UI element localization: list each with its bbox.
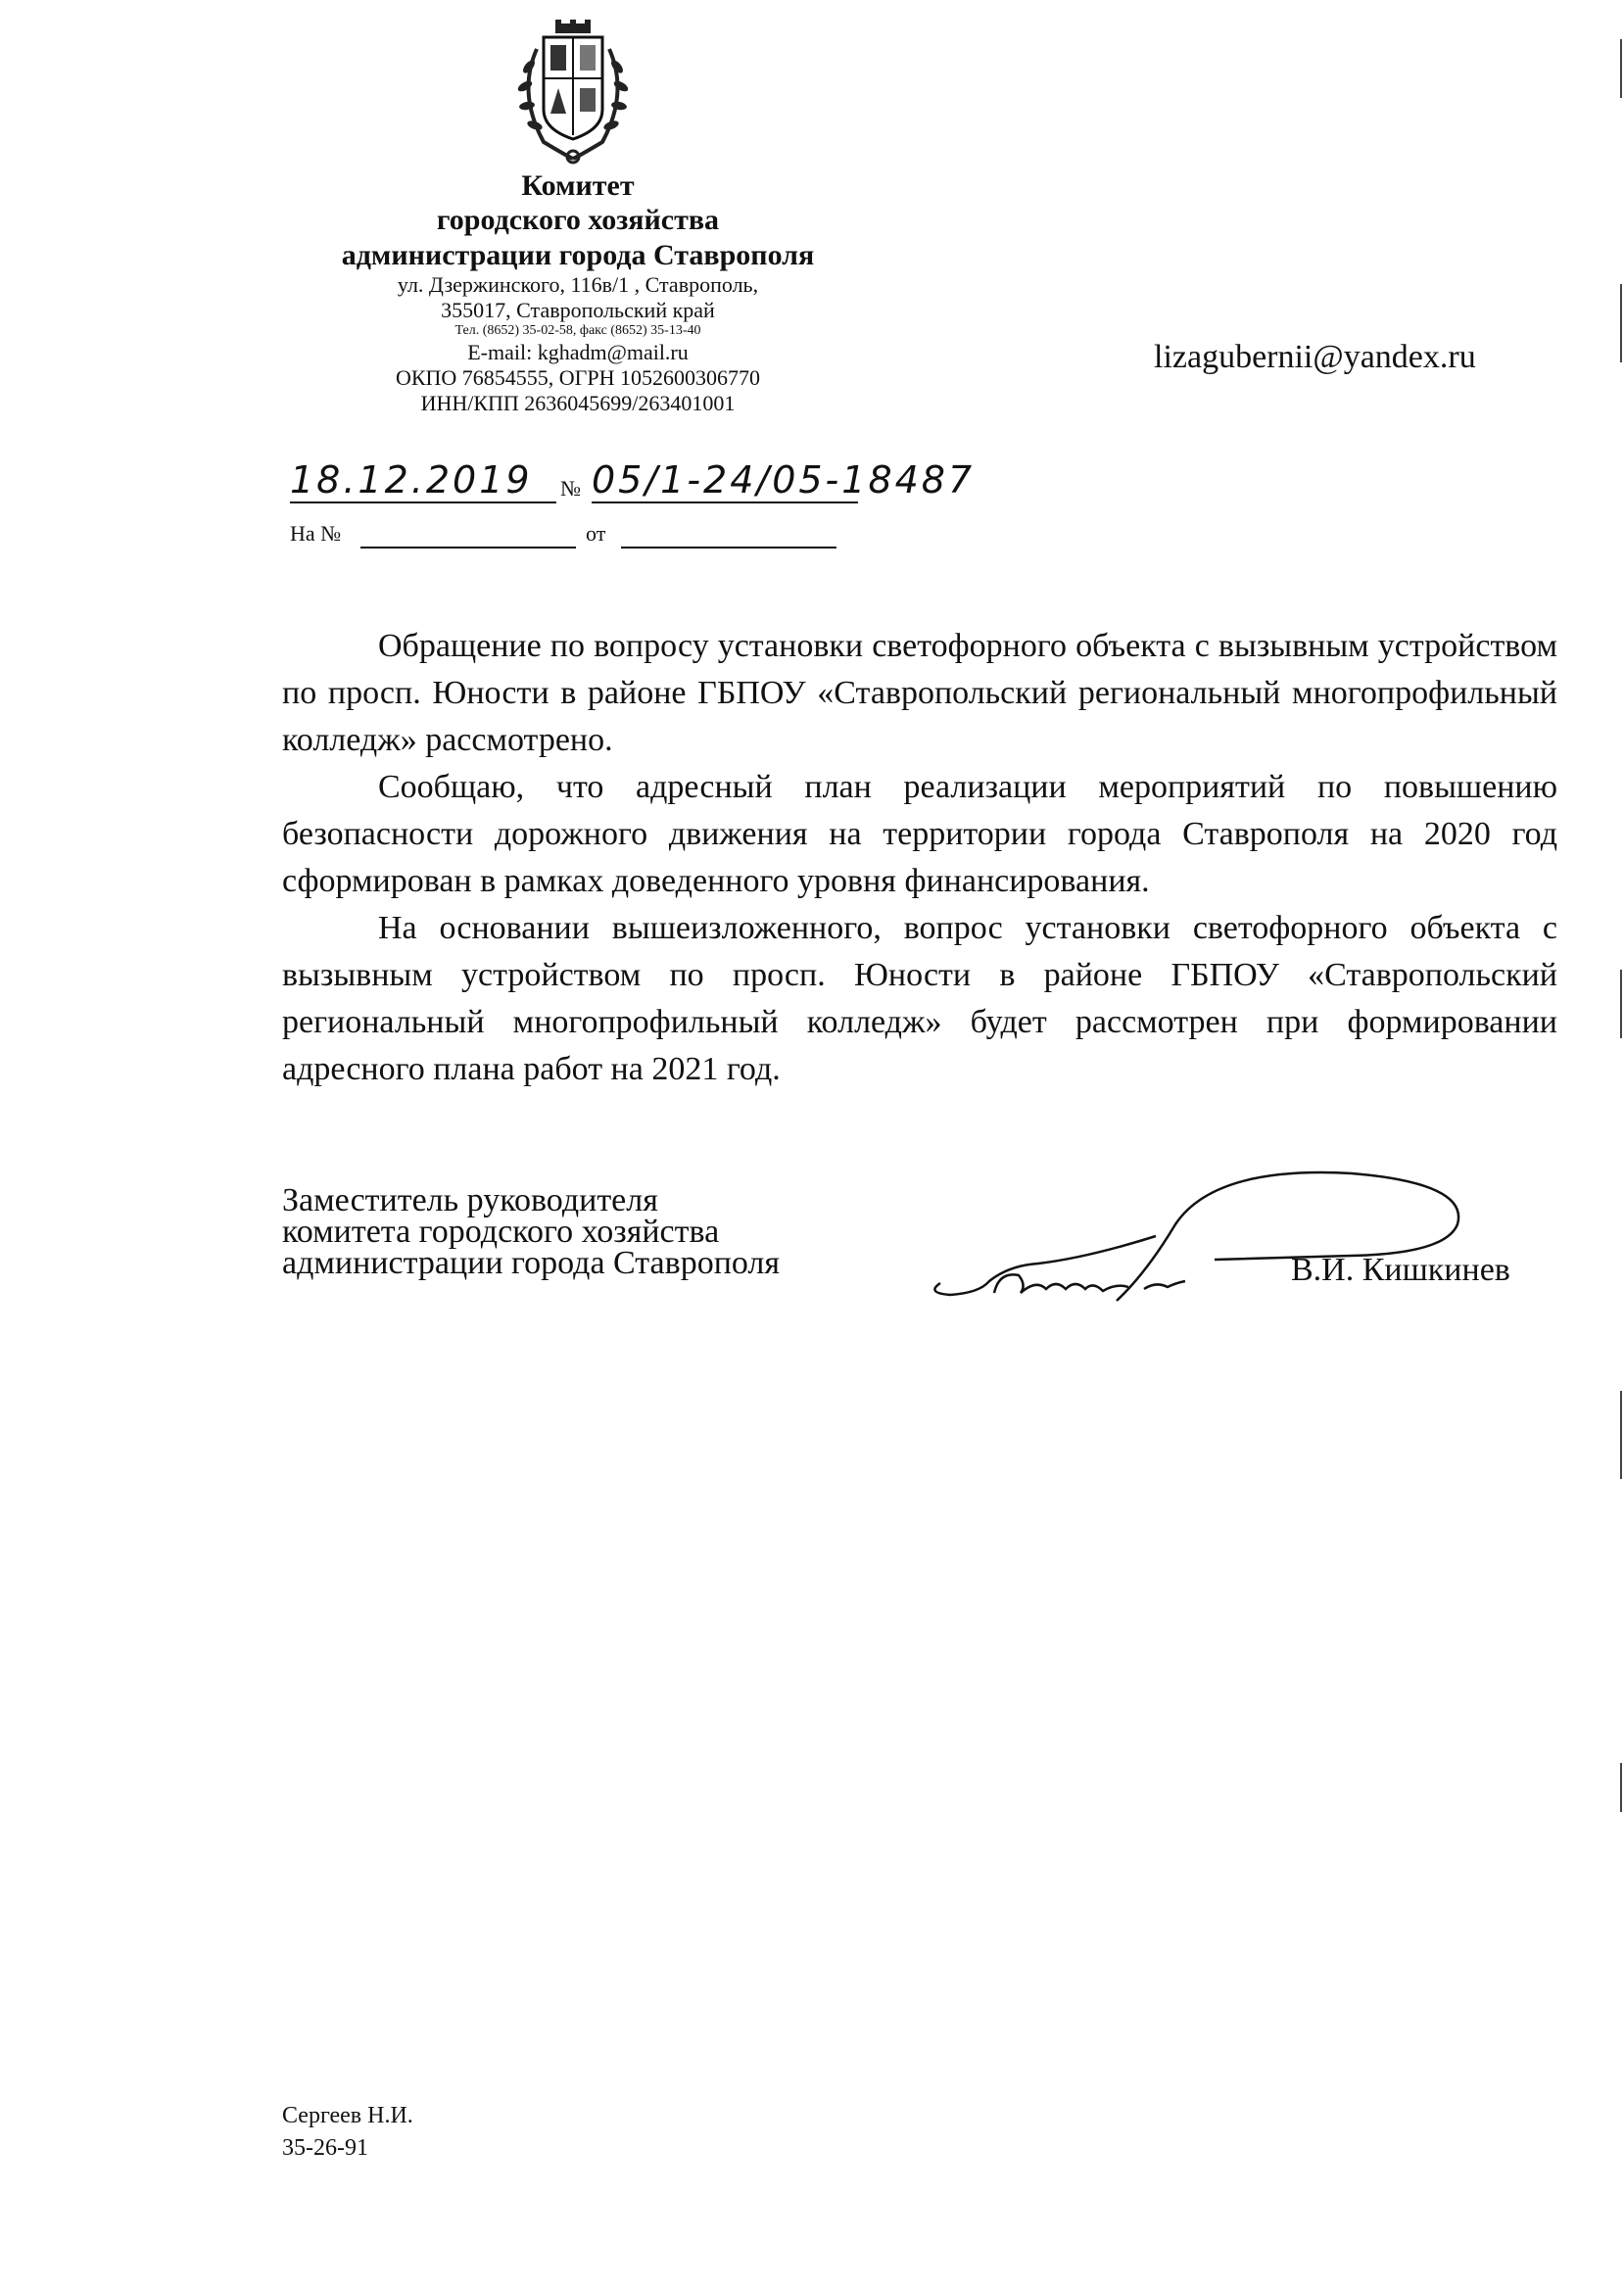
ref-number-line xyxy=(360,547,576,549)
handwritten-signature xyxy=(921,1156,1489,1322)
executor-phone: 35-26-91 xyxy=(282,2135,368,2161)
scan-edge-mark xyxy=(1620,970,1622,1038)
signer-name: В.И. Кишкинев xyxy=(1291,1252,1510,1288)
body-paragraph: Обращение по вопросу установки светофорного объекта с вызывным устройством по просп. Юности в районе ГБПОУ «Ставропольский региональный многопрофильный колледж» рассмотрено. xyxy=(282,628,1557,758)
outgoing-date-field xyxy=(290,458,556,503)
from-label: от xyxy=(586,521,606,546)
scan-edge-mark xyxy=(1620,39,1622,98)
ref-date-line xyxy=(621,547,836,549)
org-inn-kpp: ИНН/КПП 2636045699/263401001 xyxy=(420,390,736,415)
org-name-line: городского хозяйства xyxy=(436,204,720,237)
number-label: № xyxy=(560,476,581,501)
signer-position-line: Заместитель руководителя xyxy=(282,1182,658,1218)
signer-position-line: администрации города Ставрополя xyxy=(282,1245,781,1281)
body-paragraph: Сообщаю, что адресный план реализации мероприятий по повышению безопасности дорожного движения на территории города Ставрополя на 2020 год сформирован в рамках доведенного уровня финансирования. xyxy=(282,769,1557,899)
executor-info xyxy=(282,2100,413,2165)
org-address: 355017, Ставропольский край xyxy=(441,298,715,323)
ref-label: На № xyxy=(290,521,342,546)
scan-edge-mark xyxy=(1620,1763,1622,1812)
scan-edge-mark xyxy=(1620,284,1622,362)
body-paragraph: На основании вышеизложенного, вопрос установки светофорного объекта с вызывным устройством по просп. Юности в районе ГБПОУ «Ставропольский региональный многопрофильный колледж» будет рассмотрен при формировании адресного плана работ на 2021 год. xyxy=(282,910,1557,1087)
recipient-email: lizagubernii@yandex.ru xyxy=(1154,339,1476,375)
org-name-line: администрации города Ставрополя xyxy=(341,238,815,271)
scan-edge-mark xyxy=(1620,1391,1622,1479)
outgoing-number: 05/1-24/05-18487 xyxy=(592,458,976,501)
signer-position-line: комитета городского хозяйства xyxy=(282,1214,720,1250)
outgoing-date: 18.12.2019 xyxy=(290,458,533,501)
outgoing-number-field xyxy=(592,458,976,503)
letterhead xyxy=(264,168,891,415)
letter-body xyxy=(282,623,1557,1093)
org-phone-fax: Тел. (8652) 35-02-58, факс (8652) 35-13-40 xyxy=(454,323,701,339)
stavropol-coat-of-arms-icon xyxy=(500,20,646,167)
org-okpo-ogrn: ОКПО 76854555, ОГРН 1052600306770 xyxy=(395,364,761,390)
org-email: E-mail: kghadm@mail.ru xyxy=(467,339,689,364)
executor-name: Сергеев Н.И. xyxy=(282,2103,413,2128)
signer-position xyxy=(282,1182,781,1281)
org-name-line: Комитет xyxy=(521,169,635,202)
org-address: ул. Дзержинского, 116в/1 , Ставрополь, xyxy=(397,272,759,298)
